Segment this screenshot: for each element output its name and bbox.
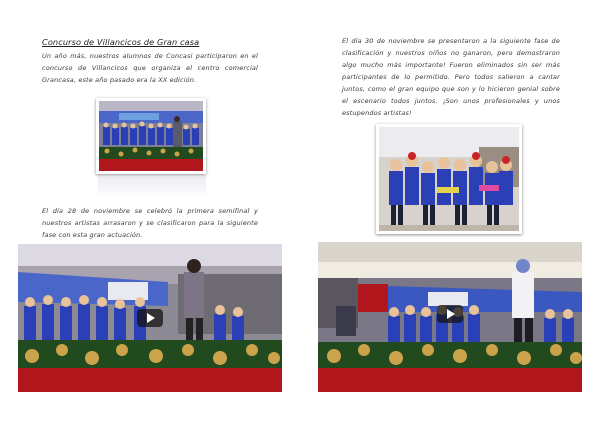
group-photo	[376, 124, 522, 234]
semifinal-video[interactable]	[18, 244, 282, 392]
final-video[interactable]	[318, 242, 582, 392]
page-title: Concurso de Villancicos de Gran casa	[42, 37, 200, 47]
choir-photo-image	[99, 101, 203, 171]
photo-reflection	[98, 176, 206, 198]
choir-photo	[96, 98, 206, 174]
intro-paragraph: Un año más, nuestros alumnos de Concasi participaron en el concurso de Villancicos que organiza el centro comercial Grancasa, este año pasado era la XX edición.	[42, 52, 258, 84]
group-photo-image	[379, 127, 519, 231]
semifinal-paragraph: El día 28 de noviembre se celebró la primera semifinal y nuestros artistas arrasaron y se clasificaron para la siguiente fase con esta gran actuación.	[42, 207, 258, 239]
play-icon[interactable]	[137, 309, 163, 327]
final-paragraph: El día 30 de noviembre se presentaron a la siguiente fase de clasificación y nuestros niños no ganaron, pero demostraron algo mucho más importante! Fueron eliminados sin ser más participantes de lo permitido. Pero todos salieron a cantar juntos, como el gran equipo que son y lo hicieron genial sobre el escenario todos juntos. ¡Son unos profesionales y unos estupendos artistas!	[342, 37, 560, 117]
play-icon[interactable]	[437, 305, 463, 323]
right-page	[300, 0, 600, 424]
